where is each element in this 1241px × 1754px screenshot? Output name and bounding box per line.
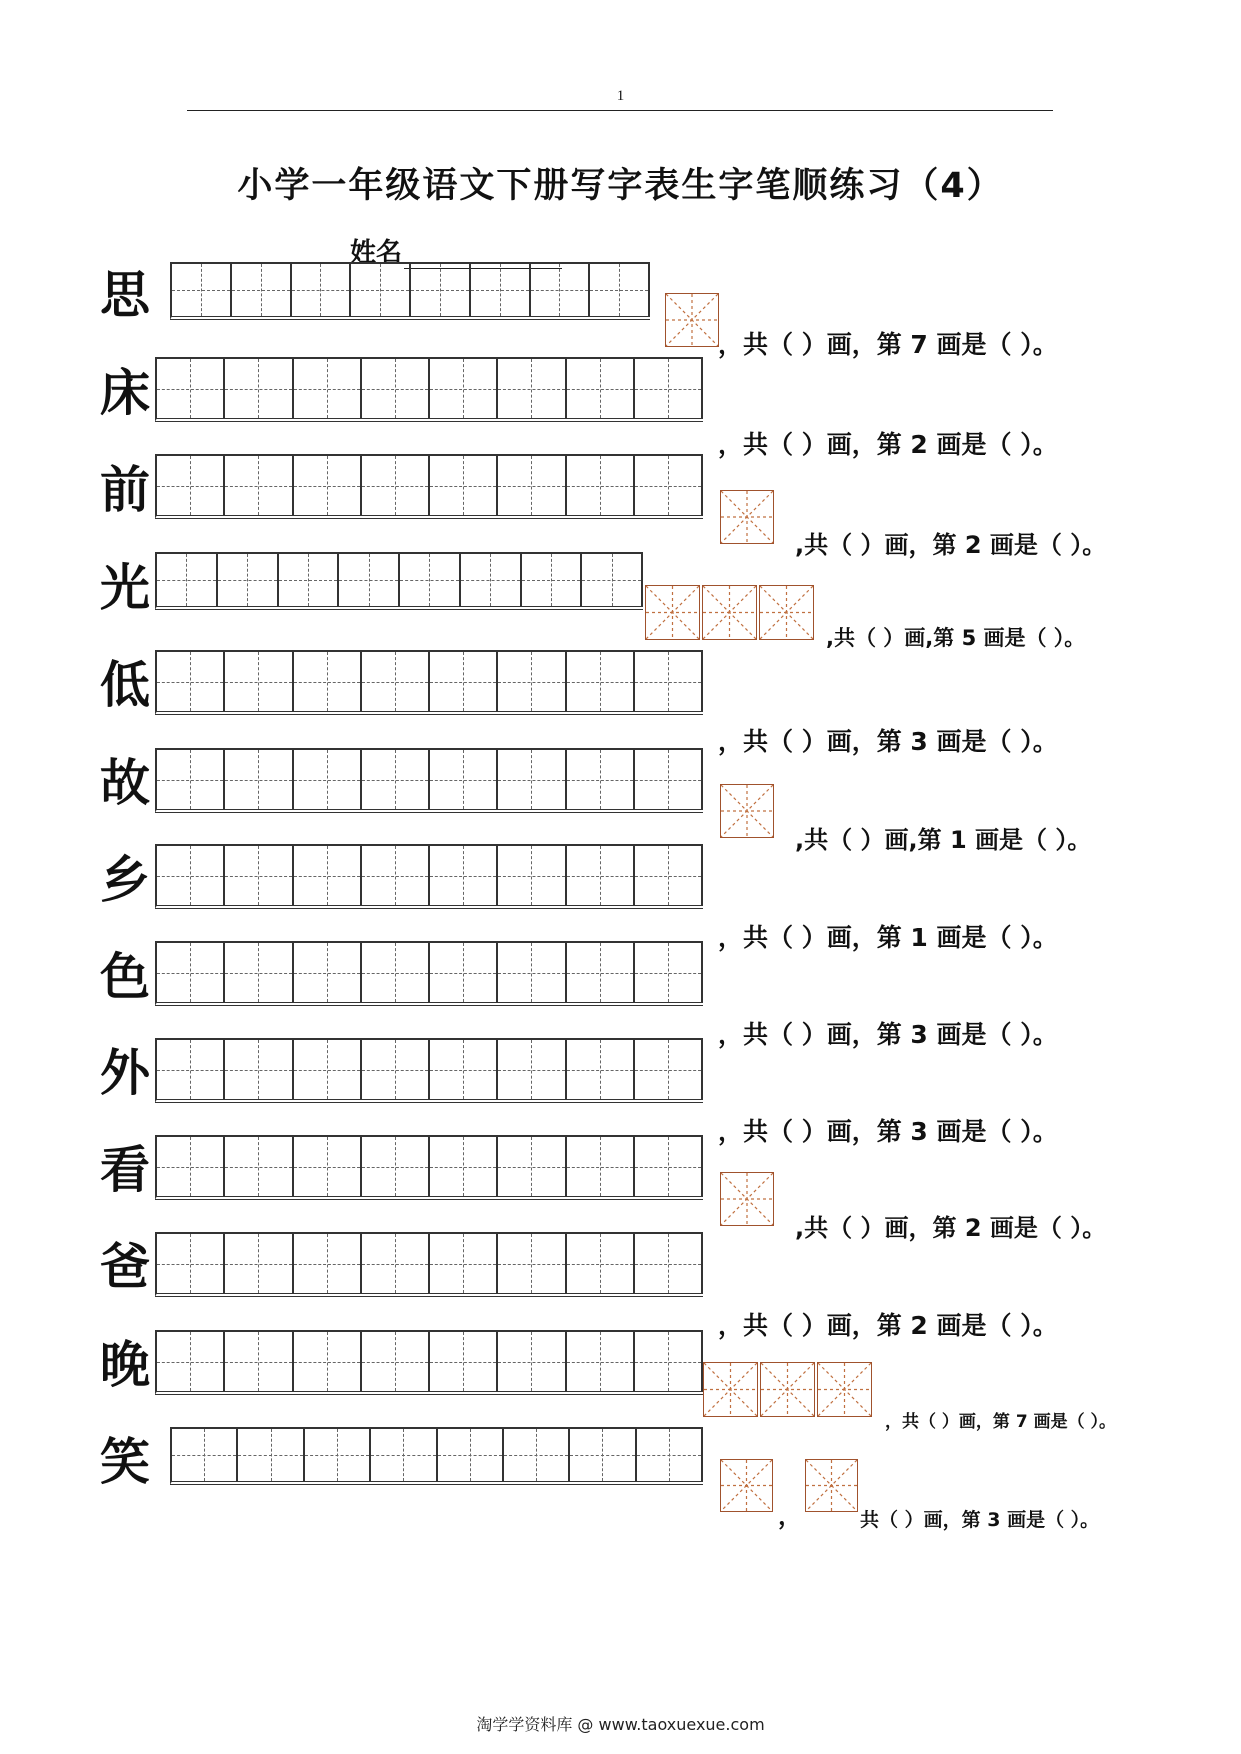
- tian-grid-cell[interactable]: [567, 943, 635, 1002]
- tian-grid-cell[interactable]: [567, 1332, 635, 1391]
- page-title: 小学一年级语文下册写字表生字笔顺练习（4）: [237, 166, 1004, 206]
- tian-grid-cell[interactable]: [362, 456, 430, 515]
- tian-grid-cell[interactable]: [225, 1040, 293, 1099]
- tian-grid-cell[interactable]: [294, 750, 362, 809]
- tian-grid-cell[interactable]: [461, 554, 522, 606]
- tian-grid-cell[interactable]: [362, 750, 430, 809]
- tian-grid-cell[interactable]: [294, 359, 362, 418]
- stroke-order-grid: [155, 1038, 703, 1103]
- tian-grid-cell[interactable]: [590, 264, 650, 316]
- target-character: 思: [100, 265, 150, 324]
- tian-grid-cell[interactable]: [362, 652, 430, 711]
- target-character: 前: [100, 460, 150, 519]
- mi-grid-box[interactable]: [645, 585, 700, 640]
- tian-grid-cell[interactable]: [531, 264, 591, 316]
- tian-grid-cell[interactable]: [567, 846, 635, 905]
- tian-grid-cell[interactable]: [570, 1429, 636, 1481]
- mi-grid-box[interactable]: [805, 1459, 858, 1512]
- target-character: 光: [100, 558, 150, 617]
- tian-grid-cell[interactable]: [430, 1332, 498, 1391]
- stroke-order-grid: [155, 650, 703, 715]
- target-character: 床: [100, 363, 150, 422]
- tian-grid-cell[interactable]: [218, 554, 279, 606]
- footer-source: 淘学学资料库 @ www.taoxuexue.com: [476, 1715, 765, 1734]
- tian-grid-cell[interactable]: [411, 264, 471, 316]
- name-label: 姓名: [350, 238, 403, 268]
- stroke-order-grid: [155, 1135, 703, 1200]
- tian-grid-cell[interactable]: [567, 1040, 635, 1099]
- tian-grid-cell[interactable]: [498, 1234, 566, 1293]
- stroke-question: ，共（ ）画，第 3 画是（ ）。: [718, 1020, 1058, 1049]
- mi-grid-box[interactable]: [760, 1362, 815, 1417]
- mi-grid-box[interactable]: [720, 490, 774, 544]
- tian-grid-cell[interactable]: [157, 750, 225, 809]
- tian-grid-cell[interactable]: [498, 652, 566, 711]
- tian-grid-cell[interactable]: [362, 846, 430, 905]
- tian-grid-cell[interactable]: [471, 264, 531, 316]
- tian-grid-cell[interactable]: [225, 1332, 293, 1391]
- tian-grid-cell[interactable]: [172, 264, 232, 316]
- tian-grid-cell[interactable]: [567, 1137, 635, 1196]
- tian-grid-cell[interactable]: [225, 1234, 293, 1293]
- tian-grid-cell[interactable]: [635, 1040, 703, 1099]
- tian-grid-cell[interactable]: [232, 264, 292, 316]
- tian-grid-cell[interactable]: [157, 652, 225, 711]
- tian-grid-cell[interactable]: [362, 359, 430, 418]
- tian-grid-cell[interactable]: [498, 456, 566, 515]
- tian-grid-cell[interactable]: [362, 943, 430, 1002]
- tian-grid-cell[interactable]: [157, 1137, 225, 1196]
- tian-grid-cell[interactable]: [430, 456, 498, 515]
- tian-grid-cell[interactable]: [294, 1137, 362, 1196]
- tian-grid-cell[interactable]: [430, 1137, 498, 1196]
- tian-grid-cell[interactable]: [225, 750, 293, 809]
- stroke-order-grid: [155, 748, 703, 813]
- tian-grid-cell[interactable]: [635, 846, 703, 905]
- tian-grid-cell[interactable]: [522, 554, 583, 606]
- tian-grid-cell[interactable]: [362, 1234, 430, 1293]
- tian-grid-cell[interactable]: [635, 359, 703, 418]
- tian-grid-cell[interactable]: [279, 554, 340, 606]
- tian-grid-cell[interactable]: [567, 456, 635, 515]
- tian-grid-cell[interactable]: [430, 359, 498, 418]
- tian-grid-cell[interactable]: [305, 1429, 371, 1481]
- tian-grid-cell[interactable]: [582, 554, 643, 606]
- tian-grid-cell[interactable]: [157, 554, 218, 606]
- target-character: 乡: [100, 850, 150, 909]
- header-rule: [187, 110, 1053, 111]
- stroke-order-grid: [170, 1427, 703, 1485]
- tian-grid-cell[interactable]: [504, 1429, 570, 1481]
- stroke-question: ,共（ ）画，第 2 画是（ ）。: [795, 1214, 1107, 1242]
- tian-grid-cell[interactable]: [498, 1332, 566, 1391]
- stroke-order-grid: [155, 1232, 703, 1297]
- stroke-order-grid: [170, 262, 650, 320]
- tian-grid-cell[interactable]: [430, 750, 498, 809]
- mi-grid-box[interactable]: [720, 1459, 773, 1512]
- tian-grid-cell[interactable]: [157, 1040, 225, 1099]
- tian-grid-cell[interactable]: [498, 846, 566, 905]
- tian-grid-cell[interactable]: [498, 359, 566, 418]
- mi-grid-box[interactable]: [817, 1362, 872, 1417]
- tian-grid-cell[interactable]: [567, 1234, 635, 1293]
- tian-grid-cell[interactable]: [294, 456, 362, 515]
- tian-grid-cell[interactable]: [498, 750, 566, 809]
- tian-grid-cell[interactable]: [157, 943, 225, 1002]
- tian-grid-cell[interactable]: [157, 456, 225, 515]
- mi-grid-box[interactable]: [720, 784, 774, 838]
- tian-grid-cell[interactable]: [635, 750, 703, 809]
- target-character: 爸: [100, 1237, 150, 1296]
- stroke-question: ，共（ ）画，第 2 画是（ ）。: [718, 1311, 1058, 1340]
- page-number: 1: [616, 88, 625, 104]
- stroke-question: ，共（ ）画，第 3 画是（ ）。: [718, 1117, 1058, 1146]
- tian-grid-cell[interactable]: [294, 846, 362, 905]
- stroke-question: ，共（ ）画，第 7 画是（ ）。: [718, 330, 1058, 359]
- tian-grid-cell[interactable]: [294, 1234, 362, 1293]
- stroke-question: ,共（ ）画,第 5 画是（ ）。: [826, 626, 1086, 650]
- tian-grid-cell[interactable]: [371, 1429, 437, 1481]
- stroke-question: ，共（ ）画，第 1 画是（ ）。: [718, 923, 1058, 952]
- tian-grid-cell[interactable]: [430, 652, 498, 711]
- stroke-question: ,共（ ）画，第 2 画是（ ）。: [795, 531, 1107, 559]
- tian-grid-cell[interactable]: [635, 1234, 703, 1293]
- tian-grid-cell[interactable]: [294, 652, 362, 711]
- tian-grid-cell[interactable]: [498, 1040, 566, 1099]
- tian-grid-cell[interactable]: [498, 943, 566, 1002]
- tian-grid-cell[interactable]: [157, 359, 225, 418]
- tian-grid-cell[interactable]: [430, 1234, 498, 1293]
- tian-grid-cell[interactable]: [637, 1429, 703, 1481]
- target-character: 看: [100, 1140, 150, 1199]
- stroke-question: ，共（ ）画，第 2 画是（ ）。: [718, 430, 1058, 459]
- tian-grid-cell[interactable]: [294, 943, 362, 1002]
- stroke-question: ，共（ ）画，第 3 画是（ ）。: [718, 727, 1058, 756]
- stroke-order-grid: [155, 357, 703, 422]
- tian-grid-cell[interactable]: [635, 1137, 703, 1196]
- stroke-question: ,共（ ）画,第 1 画是（ ）。: [795, 826, 1092, 854]
- tian-grid-cell[interactable]: [430, 943, 498, 1002]
- tian-grid-cell[interactable]: [351, 264, 411, 316]
- mi-grid-box[interactable]: [702, 585, 757, 640]
- tian-grid-cell[interactable]: [400, 554, 461, 606]
- target-character: 晚: [100, 1335, 150, 1394]
- tian-grid-cell[interactable]: [225, 1137, 293, 1196]
- tian-grid-cell[interactable]: [225, 846, 293, 905]
- tian-grid-cell[interactable]: [635, 943, 703, 1002]
- stroke-order-grid: [155, 941, 703, 1006]
- tian-grid-cell[interactable]: [292, 264, 352, 316]
- mi-grid-box[interactable]: [703, 1362, 758, 1417]
- tian-grid-cell[interactable]: [225, 943, 293, 1002]
- stroke-question: ，共（ ）画，第 7 画是（ ）。: [885, 1412, 1117, 1432]
- tian-grid-cell[interactable]: [225, 456, 293, 515]
- tian-grid-cell[interactable]: [430, 846, 498, 905]
- tian-grid-cell[interactable]: [498, 1137, 566, 1196]
- tian-grid-cell[interactable]: [294, 1040, 362, 1099]
- mi-grid-box[interactable]: [665, 293, 719, 347]
- target-character: 故: [100, 753, 150, 812]
- tian-grid-cell[interactable]: [225, 652, 293, 711]
- mi-grid-box[interactable]: [759, 585, 814, 640]
- tian-grid-cell[interactable]: [157, 1332, 225, 1391]
- target-character: 色: [100, 947, 150, 1006]
- separator-comma: ，: [778, 1502, 802, 1530]
- tian-grid-cell[interactable]: [362, 1137, 430, 1196]
- tian-grid-cell[interactable]: [294, 1332, 362, 1391]
- tian-grid-cell[interactable]: [362, 1332, 430, 1391]
- target-character: 外: [100, 1043, 150, 1102]
- tian-grid-cell[interactable]: [635, 456, 703, 515]
- tian-grid-cell[interactable]: [567, 652, 635, 711]
- stroke-order-grid: [155, 552, 643, 610]
- target-character: 低: [100, 655, 150, 714]
- tian-grid-cell[interactable]: [362, 1040, 430, 1099]
- tian-grid-cell[interactable]: [339, 554, 400, 606]
- stroke-order-grid: [155, 1330, 703, 1395]
- stroke-question: 共（ ）画，第 3 画是（ ）。: [860, 1509, 1100, 1531]
- tian-grid-cell[interactable]: [438, 1429, 504, 1481]
- stroke-order-grid: [155, 454, 703, 519]
- tian-grid-cell[interactable]: [430, 1040, 498, 1099]
- tian-grid-cell[interactable]: [635, 652, 703, 711]
- tian-grid-cell[interactable]: [225, 359, 293, 418]
- tian-grid-cell[interactable]: [238, 1429, 304, 1481]
- tian-grid-cell[interactable]: [567, 359, 635, 418]
- tian-grid-cell[interactable]: [567, 750, 635, 809]
- mi-grid-box[interactable]: [720, 1172, 774, 1226]
- stroke-order-grid: [155, 844, 703, 909]
- tian-grid-cell[interactable]: [157, 1234, 225, 1293]
- target-character: 笑: [100, 1432, 150, 1491]
- tian-grid-cell[interactable]: [172, 1429, 238, 1481]
- tian-grid-cell[interactable]: [157, 846, 225, 905]
- tian-grid-cell[interactable]: [635, 1332, 703, 1391]
